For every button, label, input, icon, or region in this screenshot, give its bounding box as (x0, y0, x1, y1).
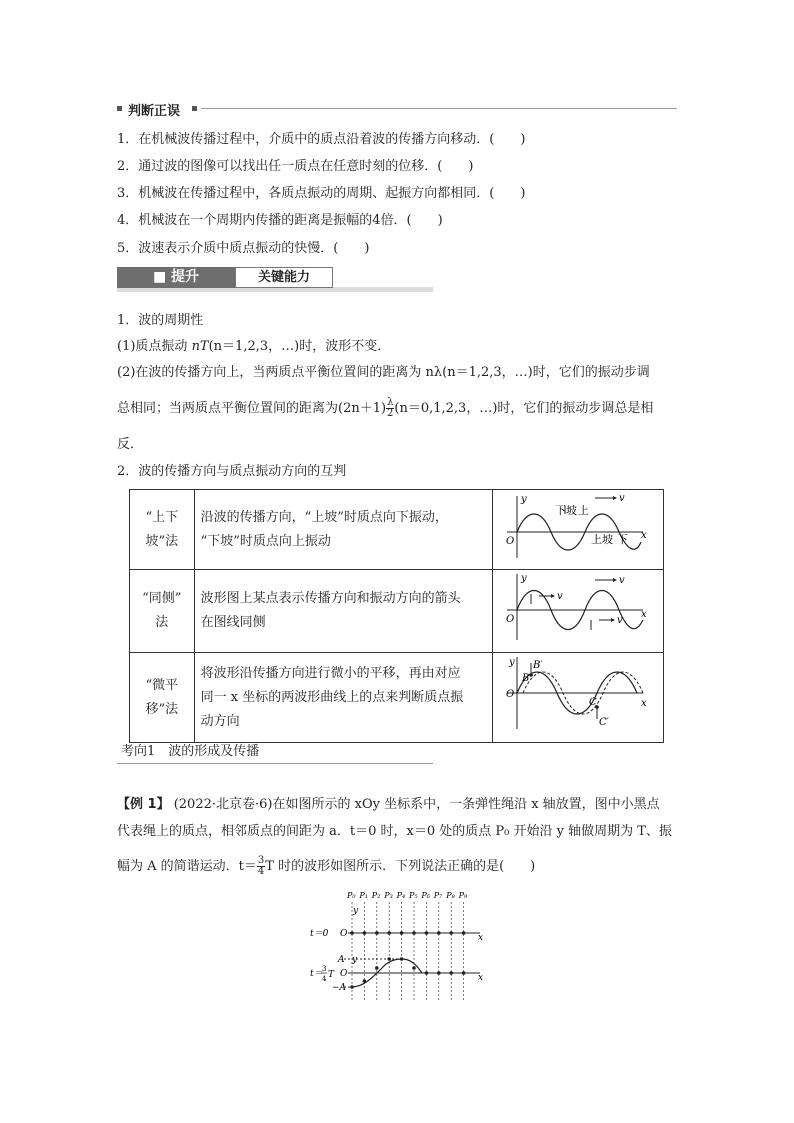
method-figure (493, 653, 664, 743)
topic-rule (117, 763, 433, 764)
particle-dot (449, 971, 453, 975)
arrow-head-icon (613, 578, 617, 582)
periodicity-p1: (1)质点振动 nT(n＝1,2,3，…)时，波形不变． (117, 339, 391, 354)
b-prime-label: B′ (533, 660, 544, 671)
particle-dot (375, 931, 379, 935)
t34-label: t＝ (310, 969, 323, 979)
judge-title: 判断正误 (128, 104, 181, 119)
slope-method-diagram (493, 490, 661, 560)
table-row (130, 490, 664, 570)
topic-label: 考向1 波的形成及传播 (121, 744, 260, 759)
method-table (129, 489, 664, 743)
example-wave-figure (308, 888, 488, 1004)
method-desc: 将波形沿传播方向进行微小的平移，再由对应 同一 x 坐标的两波形曲线上的点来判断质点振 动方向 (194, 653, 493, 743)
point-label: P₂ (371, 891, 381, 900)
example-tag: 【例 1】 (117, 797, 170, 812)
x-label-top: x (478, 933, 484, 943)
example-line2: 代表绳上的质点，相邻质点的间距为 a．t＝0 时，x＝0 处的质点 P₀ 开始沿 y 轴做周期为 T、振 (117, 824, 672, 839)
point-label: P₃ (384, 891, 393, 900)
three-quarter-fraction: $\frac{3}{4}$ (257, 855, 265, 877)
particle-dot (425, 931, 429, 935)
particle-dot (412, 966, 416, 970)
header-rule (201, 108, 677, 109)
same-side-diagram (493, 570, 661, 643)
particle-dot (350, 985, 354, 989)
particle-dot (400, 957, 404, 961)
y-label: y (509, 657, 516, 668)
table-row (130, 653, 664, 743)
downslope-label: 下坡 (555, 504, 578, 517)
periodicity-p2-line2: 总相同；当两质点平衡位置间的距离为(2n＋1) $\frac{\lambda}{2}$ (n＝0,1,2,3，…)时，它们的振动步调总是相 (117, 397, 654, 419)
header-bullet-icon (117, 106, 122, 111)
upslope-label: 上坡 (591, 533, 614, 546)
section-banner (117, 267, 433, 293)
origin-label: O (506, 614, 515, 625)
arrow-head-icon (613, 496, 617, 500)
point-label: P₀ (347, 891, 356, 900)
grid-lines (352, 902, 464, 1002)
x-label: x (641, 530, 648, 541)
point-label: P₇ (433, 891, 443, 900)
particle-dot (462, 971, 466, 975)
judge-item-3: 3．机械波在传播过程中，各质点振动的周期、起振方向都相同．( ) (117, 186, 526, 201)
point-label: P₅ (409, 891, 418, 900)
judge-item-2: 2．通过波的图像可以找出任一质点在任意时刻的位移．( ) (117, 159, 474, 174)
origin-label: O (506, 536, 515, 547)
c-prime-label: C′ (599, 717, 610, 728)
x-label: x (641, 609, 648, 620)
b-label: B (522, 673, 530, 684)
particle-dot (363, 979, 367, 983)
arrow-head-icon (611, 618, 615, 622)
y-label-top: y (353, 906, 359, 916)
arrow-head-icon (551, 594, 555, 598)
t0-label: t＝0 (310, 929, 329, 939)
particle-dot (462, 931, 466, 935)
particle-dot (400, 931, 404, 935)
topic-header (117, 743, 433, 765)
table-row (130, 570, 664, 653)
particle-dot (437, 971, 441, 975)
t34-den: 4 (322, 975, 327, 983)
x-label: x (641, 698, 648, 709)
point-label: P₁ (359, 891, 368, 900)
c-label: C (589, 697, 598, 708)
y-label-bottom: y (352, 955, 358, 965)
v-label: v (619, 493, 626, 504)
particle-dot (350, 931, 354, 935)
banner-tag: ■ 提升 (117, 267, 235, 288)
v-label: v (617, 615, 624, 626)
banner-label: 关键能力 (235, 267, 333, 288)
method-desc: 沿波的传播方向，“上坡”时质点向下振动， “下坡”时质点向上振动 (194, 490, 493, 570)
periodicity-p2-line3: 反． (117, 437, 144, 452)
example-line1: 【例 1】 (2022·北京卷·6)在如图所示的 xOy 坐标系中，一条弹性绳沿 x 轴放置，图中小黑点 (117, 797, 660, 812)
particle-dot (387, 931, 391, 935)
method-figure (493, 490, 664, 570)
t34-num: 3 (322, 965, 327, 973)
x-label-bottom: x (478, 973, 484, 983)
down-label: 下 (617, 533, 629, 546)
point-labels (346, 891, 468, 900)
judge-item-4: 4．机械波在一个周期内传播的距离是振幅的4倍．( ) (117, 213, 443, 228)
periodicity-p2-line1: (2)在波的传播方向上，当两质点平衡位置间的距离为 nλ(n＝1,2,3，…)时，它们的振动步调 (117, 365, 650, 380)
v-label: v (557, 591, 564, 602)
point-label: P₆ (421, 891, 430, 900)
particle-dot (437, 931, 441, 935)
particle-dot (387, 957, 391, 961)
up-label: 上 (578, 504, 590, 517)
particle-dot (363, 931, 367, 935)
point-label: P₉ (458, 891, 468, 900)
particle-dot (425, 971, 429, 975)
point-label: P₈ (446, 891, 455, 900)
method-figure (493, 570, 664, 653)
neg-a-label: −A (332, 983, 347, 993)
particle-dot (412, 931, 416, 935)
header-bullet-icon (192, 106, 197, 111)
particle-dot (375, 966, 379, 970)
method-name: “同侧” 法 (130, 570, 195, 653)
origin-top: O (340, 929, 348, 939)
origin-bottom: O (340, 969, 348, 979)
lambda-fraction: $\frac{\lambda}{2}$ (387, 397, 394, 419)
judge-item-5: 5．波速表示介质中质点振动的快慢．( ) (117, 241, 370, 256)
y-label: y (521, 494, 528, 505)
direction-heading: 2．波的传播方向与质点振动方向的互判 (117, 464, 347, 479)
shift-method-diagram (493, 653, 661, 733)
y-label: y (521, 573, 528, 584)
periodicity-heading: 1．波的周期性 (117, 313, 204, 328)
method-name: “微平 移”法 (130, 653, 195, 743)
t34-t: T (328, 970, 335, 980)
v-label: v (619, 575, 626, 586)
point-label: P₄ (396, 891, 406, 900)
example-line3: 幅为 A 的简谐运动．t＝ $\frac{3}{4}$ T 时的波形如图所示．下列说法正确的是( ) (117, 855, 536, 877)
judge-item-1: 1．在机械波传播过程中，介质中的质点沿着波的传播方向移动．( ) (117, 132, 526, 147)
judge-header (117, 100, 677, 119)
particle-dot (449, 931, 453, 935)
method-name: “上下 坡”法 (130, 490, 195, 570)
origin-label: O (506, 689, 515, 700)
a-label: A (338, 955, 345, 965)
method-desc: 波形图上某点表示传播方向和振动方向的箭头 在图线同侧 (194, 570, 493, 653)
